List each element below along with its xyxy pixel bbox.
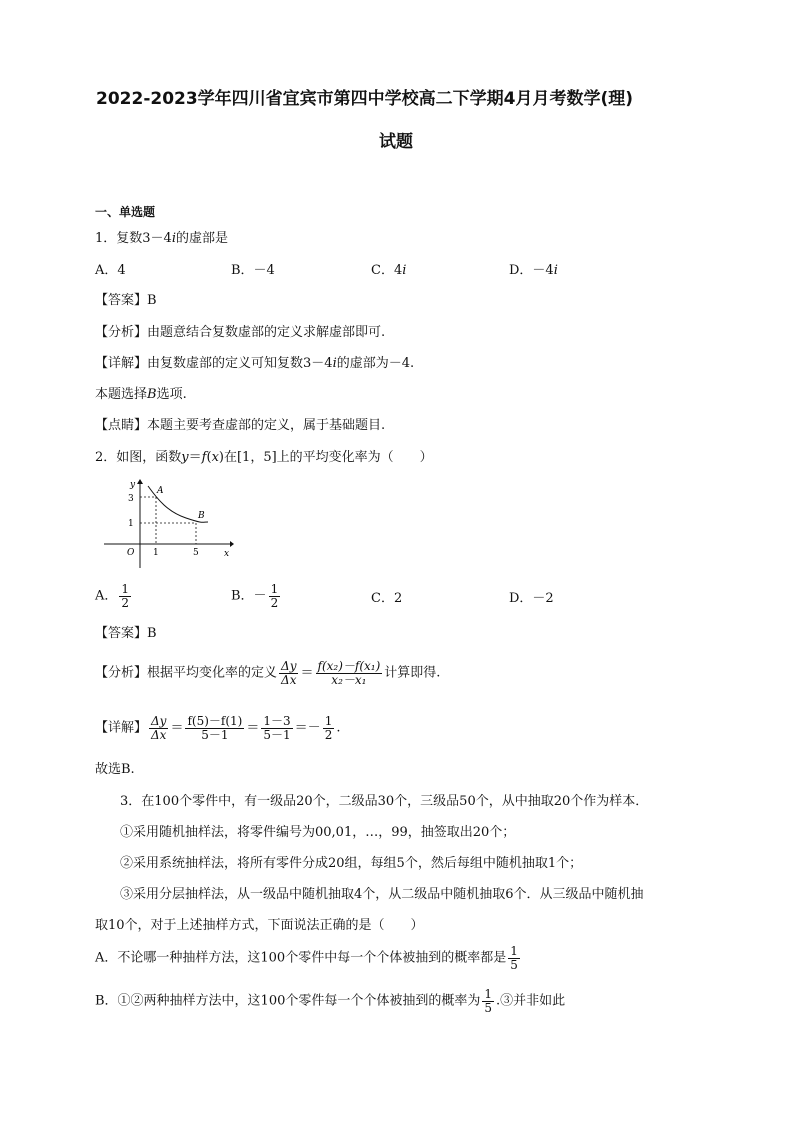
question-number: 2． [95,450,117,465]
question-3-prompt: 取10个，对于上述抽样方式，下面说法正确的是（ ） [95,918,424,933]
option-b: B．①②两种抽样方法中，这100个零件每一个个体被抽到的概率为 $\frac{1}{5}$ .③并非如此 [95,987,566,1015]
analysis-line [95,326,385,339]
question-3-stem: 3．在100个零件中，有一级品20个，二级品30个，三级品50个，从中抽取20个作为样本． [120,794,649,809]
answer-tag: 【答案】 [95,626,148,641]
analysis-tag: 【分析】 [95,325,148,340]
question-3-method-3: ③采用分层抽样法，从一级品中随机抽取4个，从二级品中随机抽取6个．从三级品中随机抽 [120,887,644,902]
question-1-stem [95,232,228,245]
detail-tag: 【详解】 [95,720,148,736]
option-a: A．不论哪一种抽样方法，这100个零件中每一个个体被抽到的概率都是 $\frac{1}{5}$ [95,944,518,972]
detail-line: 【详解】 $\frac{\Delta y}{\Delta x}$ ＝ $\frac{f(5)-f(1)}{5-1}$ ＝ $\frac{1-3}{5-1}$ ＝－ $\frac{1}{2}$ . [95,714,341,742]
answer-value: B [147,626,157,641]
detail-line: 【详解】由复数虚部的定义可知复数3－4i的虚部为－4. [95,356,415,371]
question-number: 1． [95,231,117,246]
option-b: B．－ $\frac{1}{2}$ [231,582,279,610]
conclusion-line: 故选B. [95,762,135,777]
imaginary-unit: i [171,231,176,246]
answer-value: B [147,293,157,308]
function-graph [100,478,235,570]
question-3-method-1: ①采用随机抽样法，将零件编号为00,01，…，99，抽签取出20个； [120,825,516,840]
detail-tag: 【详解】 [95,356,148,371]
option-a: A．4 [95,263,126,278]
y-axis-label: y [130,480,136,490]
option-c: C．2 [371,591,403,606]
origin-label: O [127,548,135,558]
point-a-label: A [157,486,164,496]
x-axis-arrow-icon [230,541,234,547]
choose-line: 本题选择B选项. [95,387,187,402]
y-tick-label: 3 [128,494,134,504]
option-d: D．－2 [509,591,554,606]
analysis-line: 【分析】根据平均变化率的定义 $\frac{\Delta y}{\Delta x}$ ＝ $\frac{\text{f(x₂)－f(x₁)}}{\text{x₂－x₁}}$ 计算即得. [95,659,441,687]
comment-tag: 【点睛】 [95,418,148,433]
document-title: 2022-2023学年四川省宜宾市第四中学校高二下学期4月月考数学(理) [96,89,634,109]
document-title-line2: 试题 [379,132,413,152]
x-tick-label: 1 [153,548,159,558]
answer-line [95,627,157,640]
question-text-tail: 的虚部是 [176,231,229,246]
option-b: B．－4 [231,263,275,278]
comment-text: 本题主要考查虚部的定义，属于基础题目. [147,418,386,433]
x-tick-label: 5 [193,548,199,558]
question-text: 复数3－4 [116,231,172,246]
section-heading: 一、单选题 [95,205,156,219]
question-2-stem: 2．如图，函数y＝f(x)在[1，5]上的平均变化率为（ ） [95,450,433,465]
option-a: A． $\frac{1}{2}$ [95,582,130,610]
analysis-tag: 【分析】 [95,665,148,681]
y-axis-arrow-icon [137,479,143,484]
analysis-text: 由题意结合复数虚部的定义求解虚部即可. [147,325,386,340]
option-d: D．－4i [509,263,558,278]
answer-line [95,294,157,307]
x-axis-label: x [224,549,230,559]
y-tick-label: 1 [128,519,134,529]
comment-line [95,419,385,432]
answer-tag: 【答案】 [95,293,148,308]
point-b-label: B [198,511,205,521]
option-c: C．4i [371,263,407,278]
question-3-method-2: ②采用系统抽样法，将所有零件分成20组，每组5个，然后每组中随机抽取1个； [120,856,583,871]
